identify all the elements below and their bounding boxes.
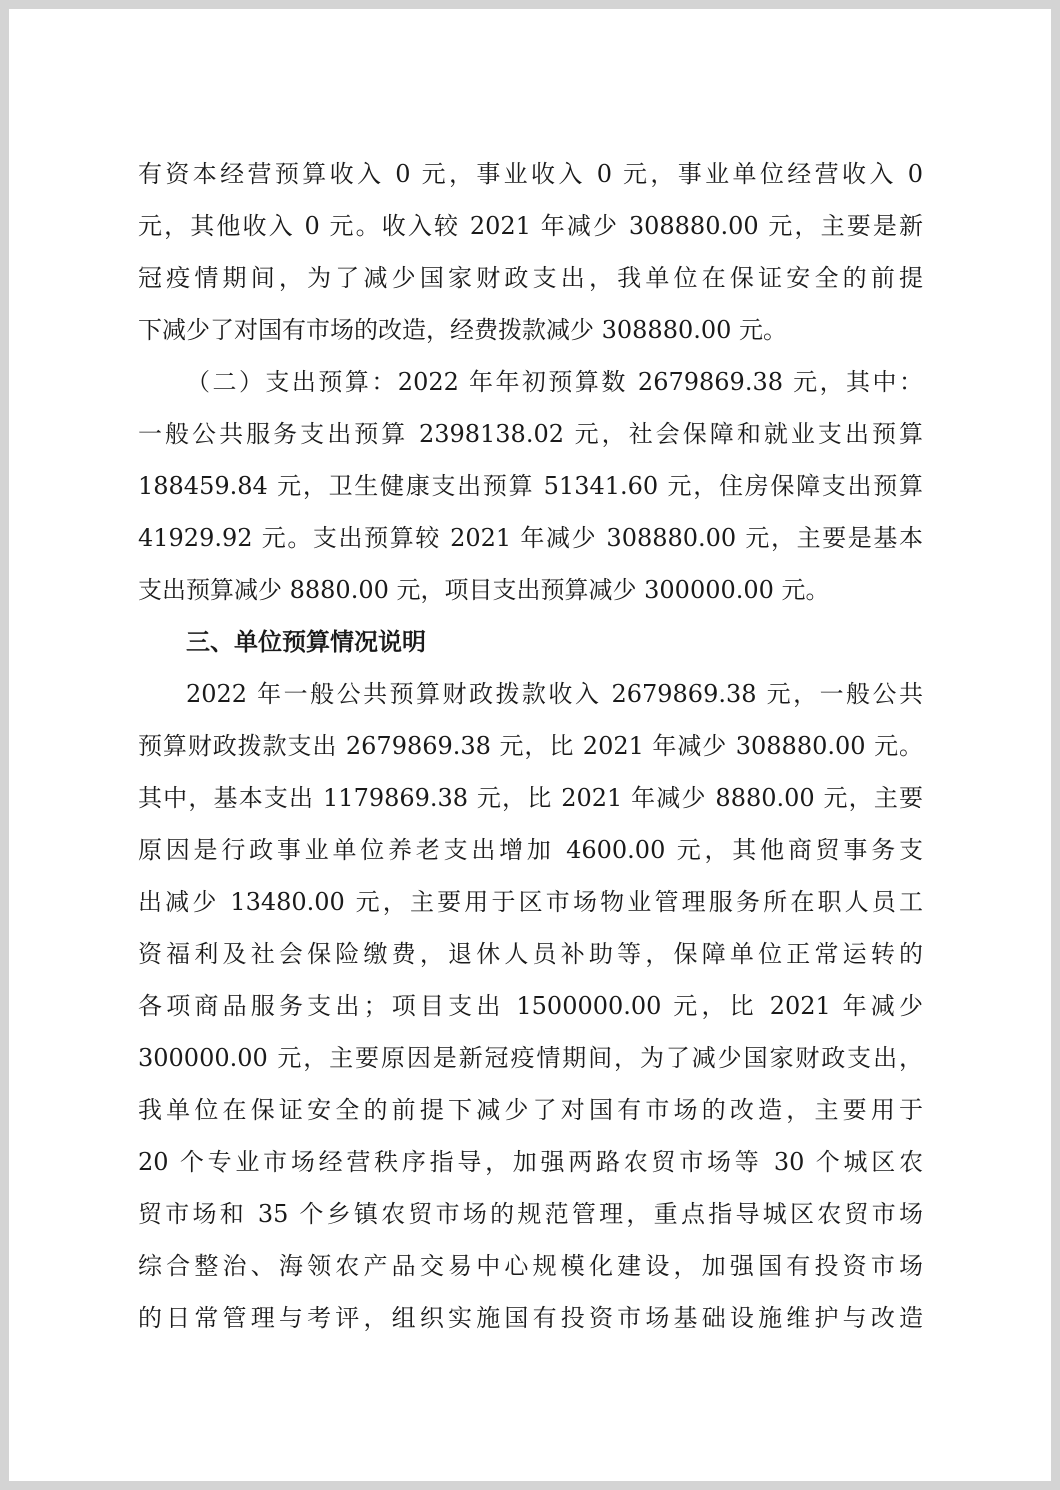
text-line: 原因是行政事业单位养老支出增加 4600.00 元，其他商贸事务支 [138,836,923,864]
text-line: 预算财政拨款支出 2679869.38 元，比 2021 年减少 308880.00 元。 [138,732,923,760]
text-line: （二）支出预算：2022 年年初预算数 2679869.38 元，其中： [186,368,923,396]
text-line: 下减少了对国有市场的改造，经费拨款减少 308880.00 元。 [138,316,788,344]
text-line: 各项商品服务支出；项目支出 1500000.00 元，比 2021 年减少 [138,992,923,1020]
document-page [9,9,1051,1481]
text-line: 188459.84 元，卫生健康支出预算 51341.60 元，住房保障支出预算 [138,472,923,500]
text-line: 综合整治、海领农产品交易中心规模化建设，加强国有投资市场 [138,1252,923,1280]
text-line: 支出预算减少 8880.00 元，项目支出预算减少 300000.00 元。 [138,576,830,604]
text-line: 一般公共服务支出预算 2398138.02 元，社会保障和就业支出预算 [138,420,923,448]
text-line: 出减少 13480.00 元，主要用于区市场物业管理服务所在职人员工 [138,888,923,916]
text-line: 41929.92 元。支出预算较 2021 年减少 308880.00 元，主要是基本 [138,524,923,552]
text-line: 冠疫情期间，为了减少国家财政支出，我单位在保证安全的前提 [138,264,923,292]
text-line: 我单位在保证安全的前提下减少了对国有市场的改造，主要用于 [138,1096,923,1124]
section-heading: 三、单位预算情况说明 [186,628,426,656]
text-line: 300000.00 元，主要原因是新冠疫情期间，为了减少国家财政支出， [138,1044,923,1072]
text-line: 的日常管理与考评，组织实施国有投资市场基础设施维护与改造 [138,1304,923,1332]
text-line: 贸市场和 35 个乡镇农贸市场的规范管理，重点指导城区农贸市场 [138,1200,923,1228]
text-line: 资福利及社会保险缴费，退休人员补助等，保障单位正常运转的 [138,940,923,968]
text-line: 其中，基本支出 1179869.38 元，比 2021 年减少 8880.00 元，主要 [138,784,923,812]
text-line: 20 个专业市场经营秩序指导，加强两路农贸市场等 30 个城区农 [138,1148,923,1176]
text-line: 有资本经营预算收入 0 元，事业收入 0 元，事业单位经营收入 0 [138,160,923,188]
text-line: 元，其他收入 0 元。收入较 2021 年减少 308880.00 元，主要是新 [138,212,923,240]
text-line: 2022 年一般公共预算财政拨款收入 2679869.38 元，一般公共 [186,680,923,708]
